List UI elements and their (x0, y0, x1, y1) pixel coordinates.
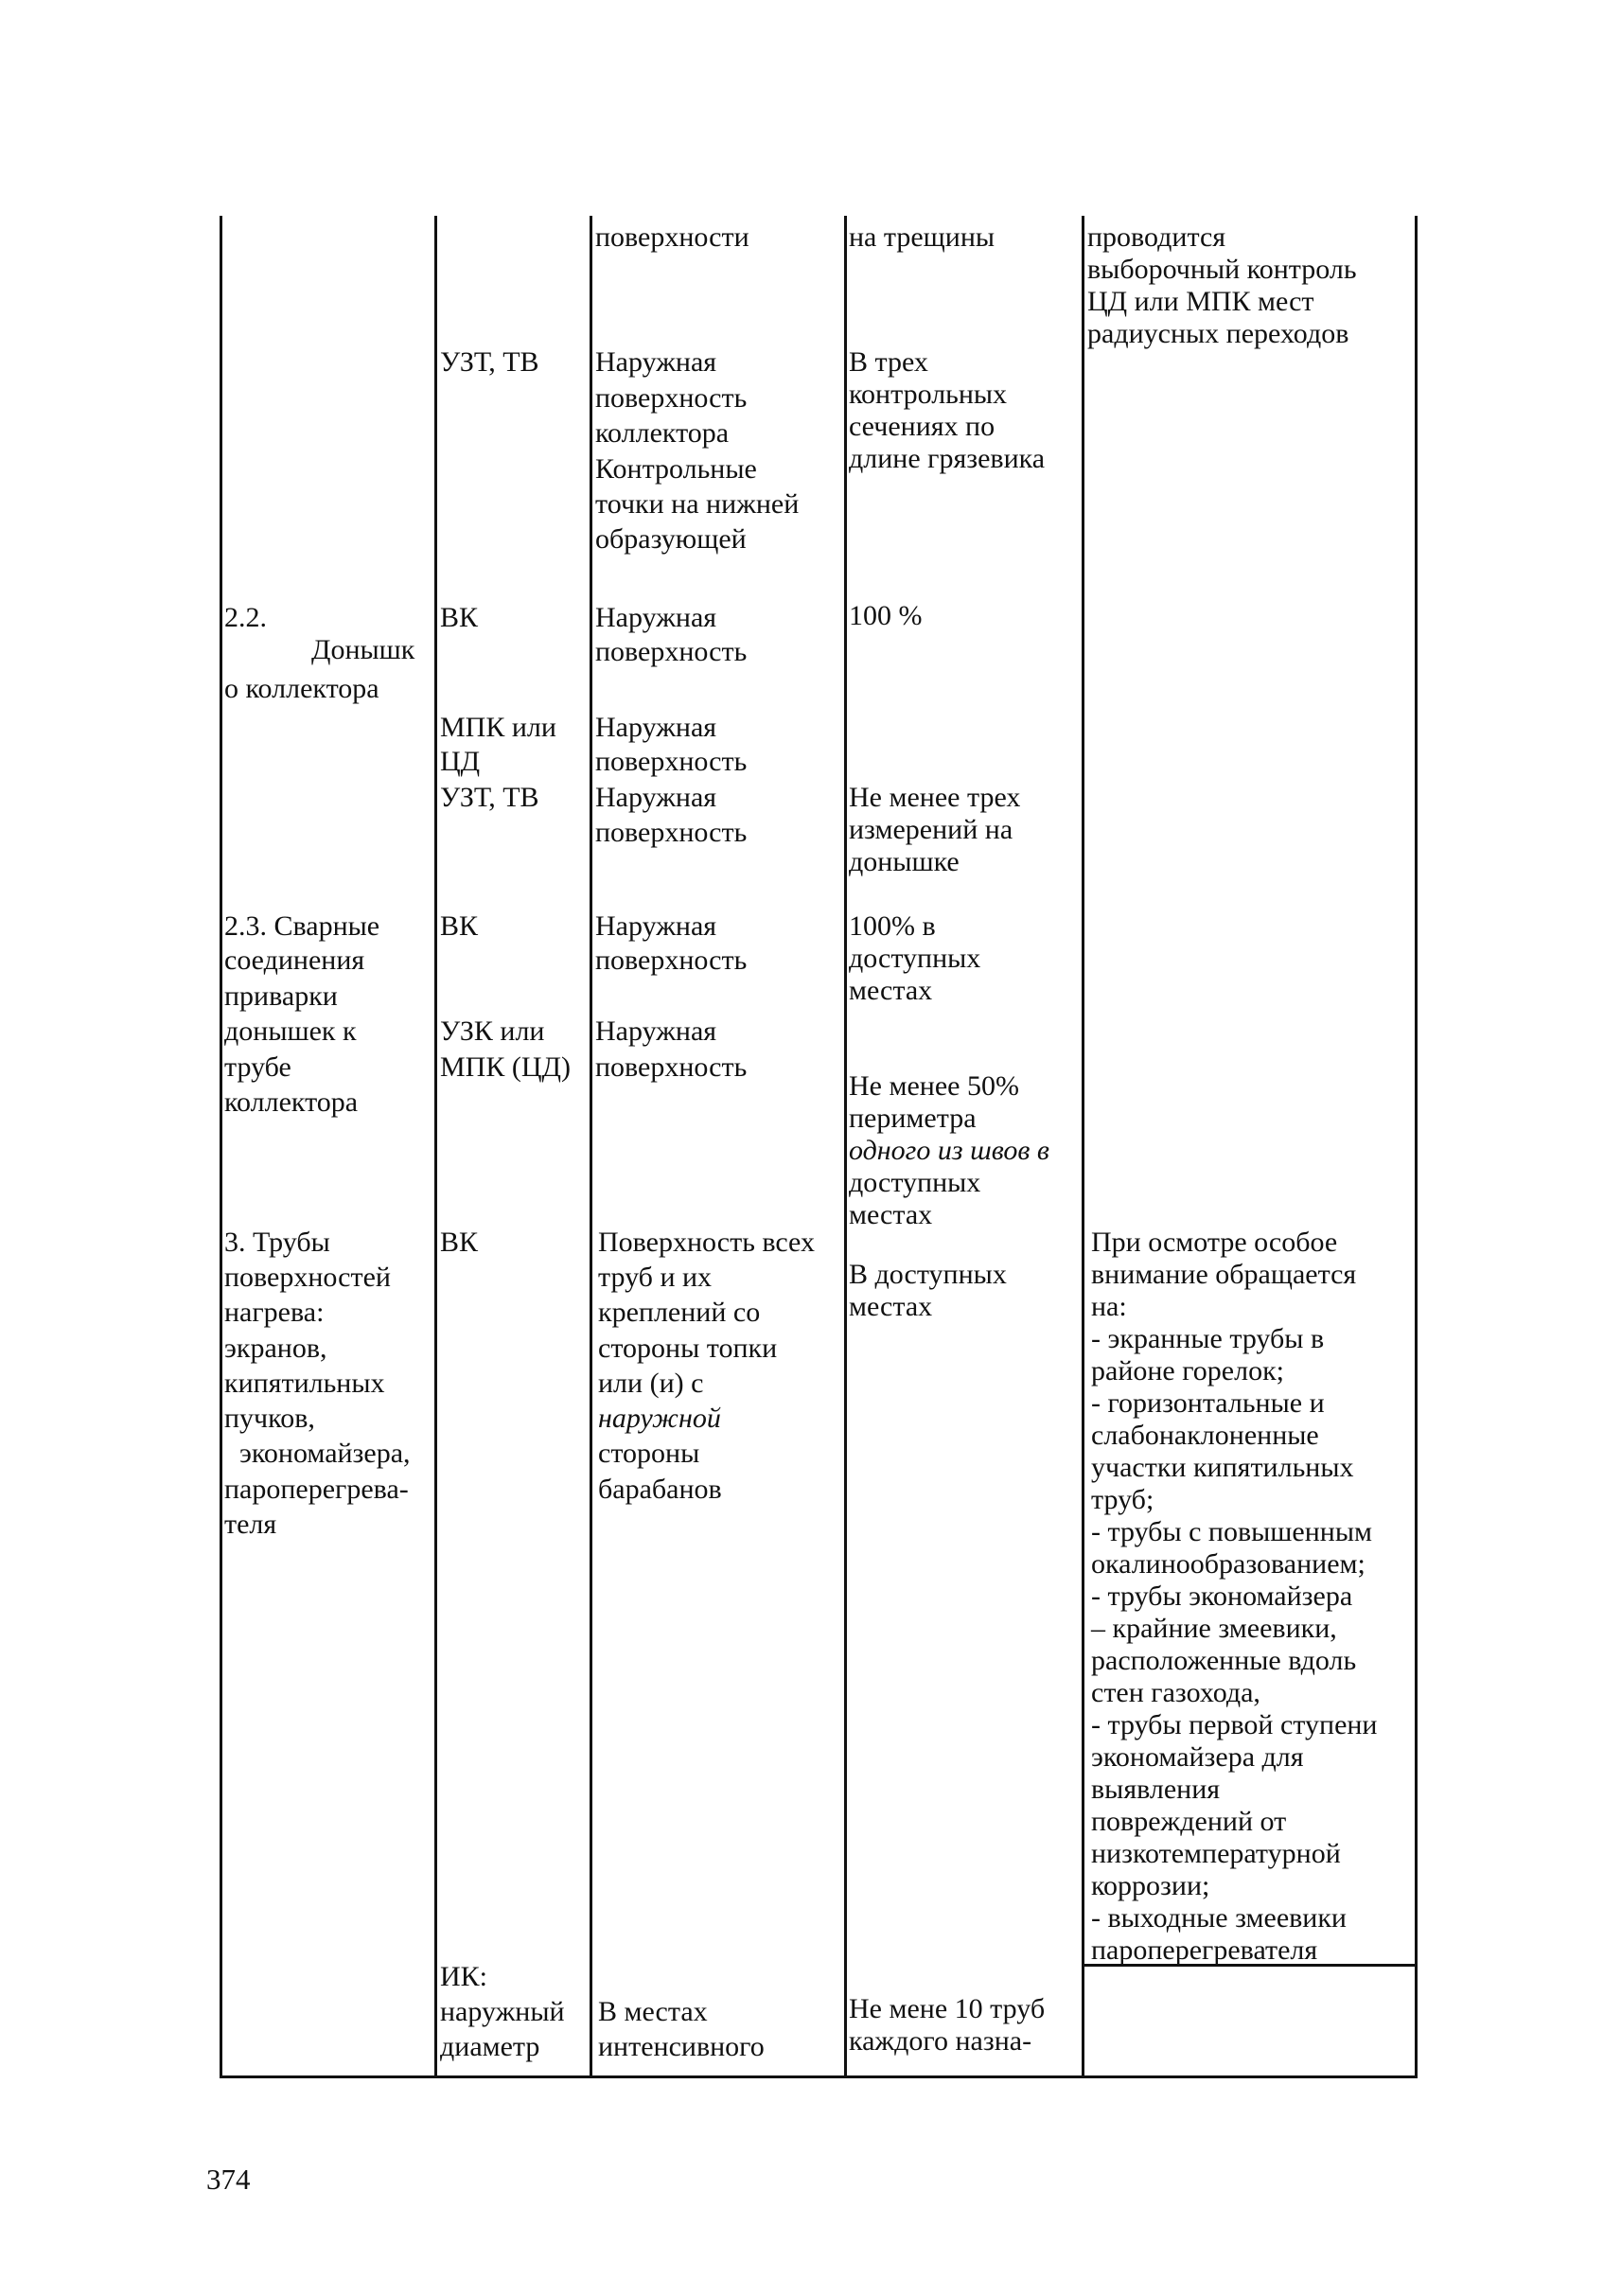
cell-text: о коллектора (224, 673, 379, 704)
cell-text: Наружная (595, 1016, 717, 1047)
cell-text: наружной (598, 1403, 721, 1434)
cell-text: поверхность (595, 945, 748, 976)
cell-text: Наружная (595, 346, 717, 378)
cell-text: районе горелок; (1091, 1355, 1284, 1386)
cell-text: экранов, (224, 1333, 327, 1364)
cell-text: слабонаклоненные (1091, 1420, 1319, 1451)
cell-text: нагрева: (224, 1297, 325, 1328)
cell-text: окалинообразованием; (1091, 1548, 1366, 1580)
cell-text: ЦД (440, 746, 481, 777)
cell-text: пучков, (224, 1403, 315, 1434)
table-divider-1 (434, 216, 437, 2078)
cell-text: - трубы первой ступени (1091, 1709, 1378, 1740)
cell-text: Поверхность всех (598, 1227, 815, 1258)
cell-text: Не менее 50% (849, 1070, 1019, 1102)
cell-text: поверхность (595, 817, 748, 848)
cell-text: В доступных (849, 1259, 1007, 1290)
cell-text: выявления (1091, 1774, 1221, 1805)
cell-text: интенсивного (598, 2031, 765, 2062)
table-divider-2 (590, 216, 592, 2078)
cell-text: труб; (1091, 1484, 1154, 1515)
cell-text: барабанов (598, 1474, 722, 1505)
cell-text: повреждений от (1091, 1806, 1287, 1837)
cell-text: МПК или (440, 712, 556, 743)
cell-text: УЗТ, ТВ (440, 782, 539, 813)
cell-text: образующей (595, 523, 747, 555)
cell-text: При осмотре особое (1091, 1227, 1338, 1258)
cell-text: УЗТ, ТВ (440, 346, 539, 378)
cell-text: поверхность (595, 636, 748, 667)
cell-text: расположенные вдоль (1091, 1645, 1357, 1676)
cell-text: доступных (849, 943, 981, 974)
table-border-right (1415, 216, 1418, 2078)
cell-text: экономайзера, (239, 1438, 411, 1469)
cell-text: УЗК или (440, 1016, 545, 1047)
cell-text: ВК (440, 602, 479, 633)
cell-text: - выходные змеевики (1091, 1902, 1347, 1934)
cell-text: внимание обращается (1091, 1259, 1357, 1290)
cell-text: - трубы с повышенным (1091, 1516, 1372, 1547)
cell-text: контрольных (849, 379, 1008, 410)
cell-text: Наружная (595, 602, 717, 633)
cell-text: диаметр (440, 2031, 540, 2062)
cell-text: поверхность (595, 746, 748, 777)
cell-text: донышке (849, 846, 960, 877)
cell-text: экономайзера для (1091, 1741, 1304, 1773)
cell-text: пароперегрева- (224, 1474, 409, 1505)
cell-text: – крайние змеевики, (1091, 1613, 1337, 1644)
cell-text: 100 % (849, 600, 923, 631)
cell-text: каждого назна- (849, 2025, 1032, 2057)
cell-text: ВК (440, 910, 479, 942)
cell-text: сечениях по (849, 411, 996, 442)
page-number: 374 (206, 2163, 251, 2196)
cell-text: пароперегревателя (1091, 1934, 1318, 1966)
cell-text: приварки (224, 980, 338, 1012)
cell-text: ВК (440, 1227, 479, 1258)
cell-text: местах (849, 975, 933, 1006)
cell-text: наружный (440, 1996, 565, 2027)
table-border-left (220, 216, 222, 2078)
cell-text: проводится (1087, 221, 1226, 253)
cell-text: стен газохода, (1091, 1677, 1260, 1708)
cell-text: местах (849, 1291, 933, 1322)
cell-text: ЦД или МПК мест (1087, 286, 1314, 317)
cell-text: коррозии; (1091, 1870, 1210, 1901)
cell-text: Наружная (595, 910, 717, 942)
cell-text: МПК (ЦД) (440, 1051, 571, 1083)
cell-text: Не менее трех (849, 782, 1021, 813)
cell-text: участки кипятильных (1091, 1452, 1354, 1483)
cell-text: 3. Трубы (224, 1227, 330, 1258)
table-divider-4 (1082, 216, 1084, 2078)
cell-text: доступных (849, 1167, 981, 1198)
table-bottom-border (220, 2075, 1418, 2078)
cell-text: коллектора (595, 417, 730, 449)
cell-text: одного из швов в (849, 1135, 1049, 1166)
cell-text: поверхность (595, 1051, 748, 1083)
cell-text: труб и их (598, 1262, 713, 1293)
cell-text: ИК: (440, 1961, 488, 1992)
cell-text: 2.3. Сварные (224, 910, 380, 942)
cell-text: - трубы экономайзера (1091, 1581, 1353, 1612)
cell-text: выборочный контроль (1087, 254, 1357, 285)
cell-text: Донышк (311, 634, 415, 665)
cell-text: - горизонтальные и (1091, 1387, 1325, 1419)
cell-text: Наружная (595, 782, 717, 813)
cell-text: длине грязевика (849, 443, 1046, 474)
cell-text: донышек к (224, 1016, 357, 1047)
cell-text: стороны топки (598, 1333, 778, 1364)
cell-text: или (и) с (598, 1368, 704, 1399)
cell-text: низкотемпературной (1091, 1838, 1341, 1869)
cell-text: поверхности (595, 221, 749, 253)
cell-text: В трех (849, 346, 928, 378)
cell-text: поверхностей (224, 1262, 391, 1293)
cell-text: точки на нижней (595, 488, 800, 520)
cell-text: радиусных переходов (1087, 318, 1349, 349)
cell-text: на: (1091, 1291, 1127, 1322)
cell-text: поверхность (595, 382, 748, 414)
cell-text: 2.2. (224, 602, 267, 633)
cell-text: на трещины (849, 221, 996, 253)
cell-text: креплений со (598, 1297, 761, 1328)
cell-text: коллектора (224, 1086, 359, 1118)
cell-text: кипятильных (224, 1368, 385, 1399)
cell-text: - экранные трубы в (1091, 1323, 1325, 1354)
cell-text: Контрольные (595, 453, 757, 485)
cell-text: трубе (224, 1051, 291, 1083)
cell-text: периметра (849, 1103, 977, 1134)
cell-text: стороны (598, 1438, 700, 1469)
cell-text: Не мене 10 труб (849, 1993, 1046, 2024)
cell-text: теля (224, 1509, 277, 1540)
cell-text: 100% в (849, 910, 936, 942)
table-divider-3 (844, 216, 847, 2078)
cell-text: Наружная (595, 712, 717, 743)
cell-text: соединения (224, 945, 365, 976)
cell-text: В местах (598, 1996, 708, 2027)
cell-text: измерений на (849, 814, 1013, 845)
cell-text: местах (849, 1199, 933, 1230)
